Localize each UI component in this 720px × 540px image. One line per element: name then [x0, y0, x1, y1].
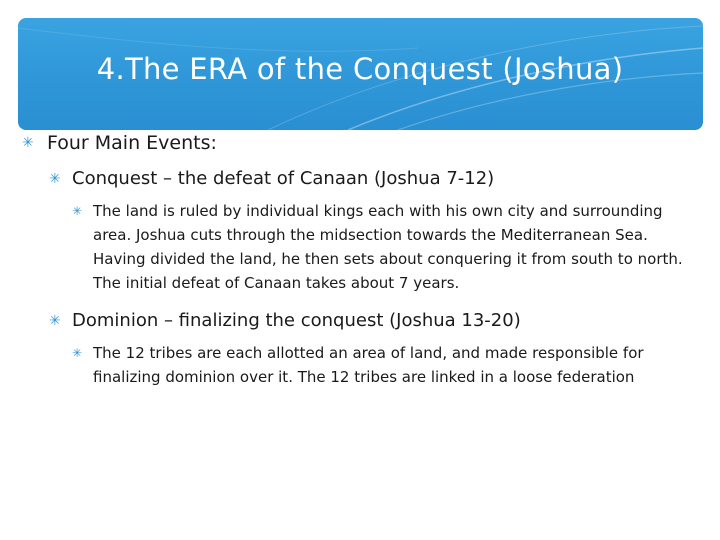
- bullet-heading: [22, 131, 702, 155]
- slide-content: [22, 131, 702, 389]
- section-conquest-detail: [72, 199, 699, 295]
- asterisk-icon: ✳: [49, 171, 61, 187]
- asterisk-icon: ✳: [49, 313, 61, 329]
- asterisk-icon: ✳: [22, 135, 34, 151]
- heading-text: Four Main Events:: [47, 132, 217, 154]
- slide-title: 4.The ERA of the Conquest (Joshua): [96, 52, 624, 86]
- section-dominion-detail: [72, 341, 699, 389]
- asterisk-icon: ✳: [72, 204, 83, 218]
- asterisk-icon: ✳: [72, 346, 83, 360]
- detail-text: The 12 tribes are each allotted an area of land, and made responsible for finalizing dominion over it. The 12 tribes are linked in a loose federation: [93, 344, 644, 386]
- section-label: Dominion – finalizing the conquest (Joshua 13-20): [72, 310, 521, 331]
- section-conquest: [49, 167, 702, 191]
- section-label: Conquest – the defeat of Canaan (Joshua 7-12): [72, 168, 495, 189]
- section-dominion: [49, 309, 702, 333]
- detail-text: The land is ruled by individual kings each with his own city and surrounding area. Joshua cuts through the midsection towards the Mediterranean Sea. Having divided the land, he then sets about conquering it from south to north. The initial defeat of Canaan takes about 7 years.: [93, 202, 683, 292]
